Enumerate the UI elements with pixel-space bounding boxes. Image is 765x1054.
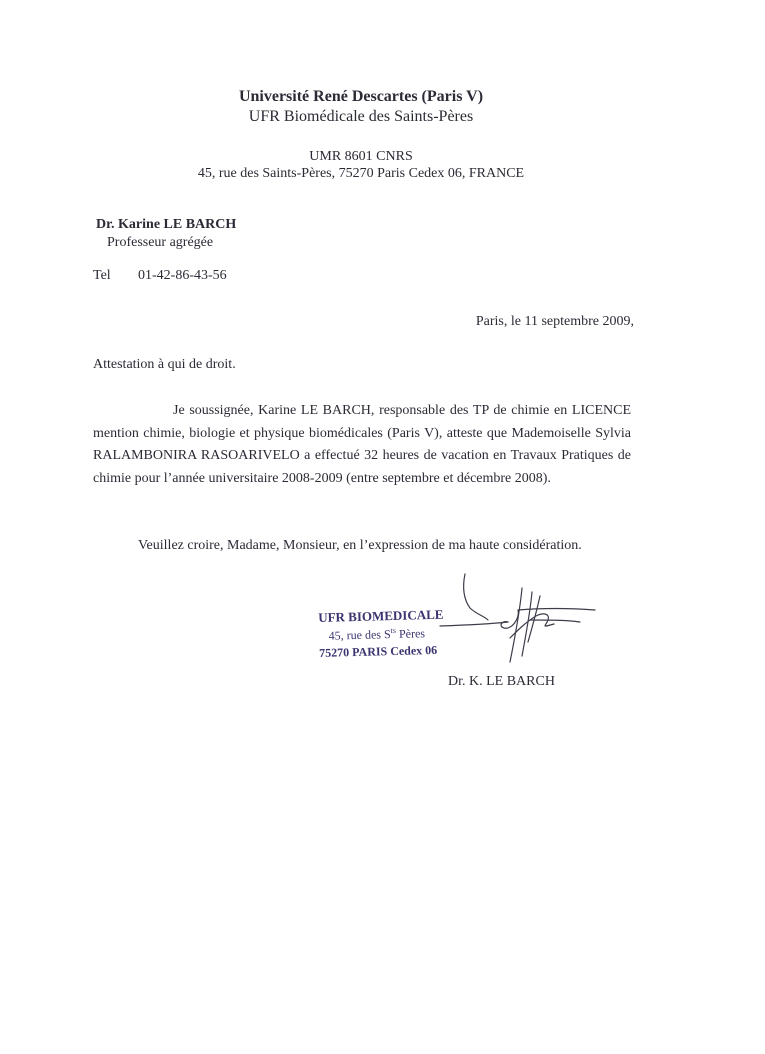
tel-number: 01-42-86-43-56 [138, 268, 227, 283]
umr-label: UMR 8601 CNRS [309, 149, 413, 164]
author-title: Professeur agrégée [107, 235, 214, 250]
salutation: Attestation à qui de droit. [93, 357, 236, 372]
university-name: Université René Descartes (Paris V) [238, 88, 484, 105]
author-name: Dr. Karine LE BARCH [96, 217, 237, 232]
handwritten-signature [380, 570, 610, 680]
institution-address: 45, rue des Saints-Pères, 75270 Paris Cedex 06, FRANCE [197, 166, 525, 181]
closing-formula: Veuillez croire, Madame, Monsieur, en l’expression de ma haute considération. [138, 538, 582, 553]
stamp-line-2: 45, rue des $S^{ts}$ Pères [328, 625, 426, 643]
tel-label: Tel [93, 268, 111, 283]
letter-date: Paris, le 11 septembre 2009, [475, 314, 634, 329]
ufr-name: UFR Biomédicale des Saints-Pères [248, 108, 474, 125]
stamp-line-3: 75270 PARIS Cedex 06 [318, 642, 438, 660]
stamp-line-1: UFR BIOMEDICALE [318, 606, 444, 625]
letter-body: Je soussignée, Karine LE BARCH, responsable des TP de chimie en LICENCE mention chimie, biologie et physique biomédicales (Paris V), atteste que Mademoiselle Sylvia RALAMBONIRA RASOARIVELO a effectué 32 heures de vacation en Travaux Pratiques de chimie pour l’année universitaire 2008-2009 (entre septembre et décembre 2008). [93, 403, 631, 486]
signer-name: Dr. K. LE BARCH [448, 674, 555, 689]
